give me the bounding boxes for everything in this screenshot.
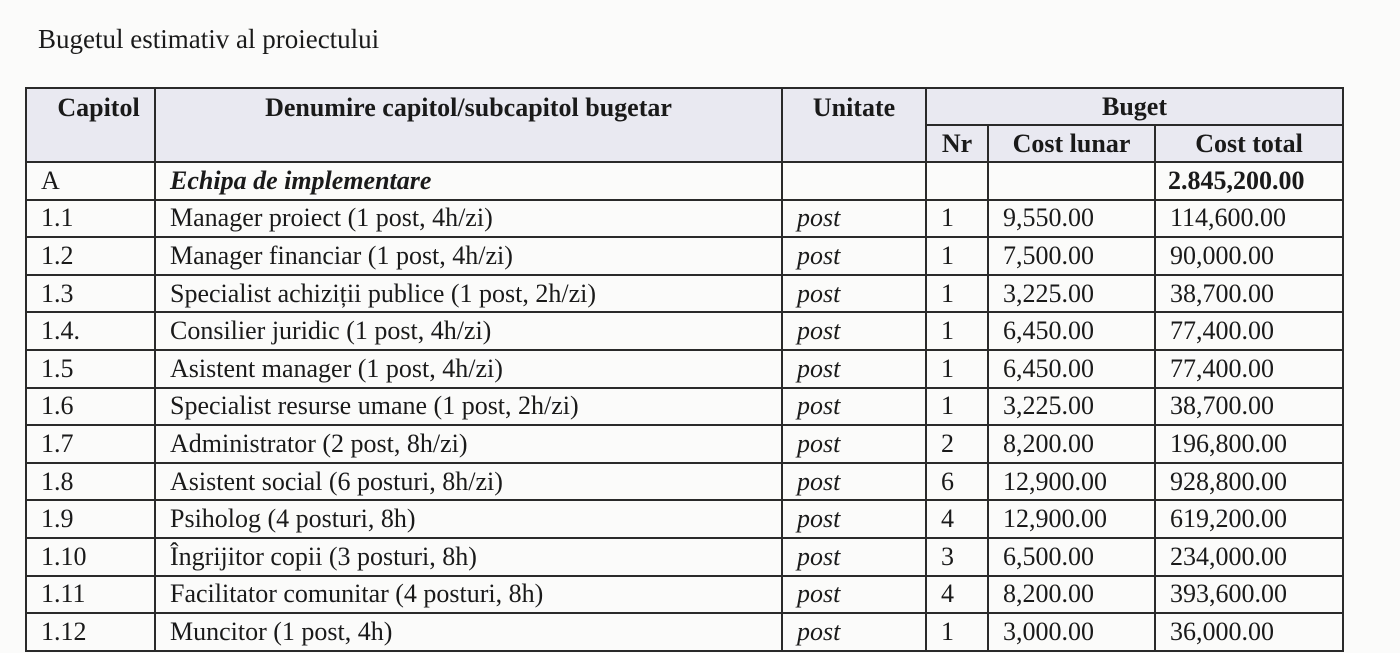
row-nr: 1 xyxy=(926,613,988,651)
row-cost-total: 234,000.00 xyxy=(1155,538,1343,576)
table-row xyxy=(26,613,1343,651)
row-denumire: Specialist resurse umane (1 post, 2h/zi) xyxy=(155,388,782,426)
row-nr: 1 xyxy=(926,350,988,388)
row-cost-total: 77,400.00 xyxy=(1155,350,1343,388)
row-unitate: post xyxy=(782,350,926,388)
row-capitol: 1.6 xyxy=(26,388,155,426)
row-cost-lunar: 8,200.00 xyxy=(988,425,1155,463)
row-cost-lunar: 12,900.00 xyxy=(988,500,1155,538)
row-cost-total: 36,000.00 xyxy=(1155,613,1343,651)
row-cost-lunar: 12,900.00 xyxy=(988,463,1155,501)
row-denumire: Muncitor (1 post, 4h) xyxy=(155,613,782,651)
row-capitol: 1.9 xyxy=(26,500,155,538)
header-nr: Nr xyxy=(926,125,988,162)
row-cost-total: 114,600.00 xyxy=(1155,200,1343,238)
row-nr: 1 xyxy=(926,237,988,275)
row-denumire: Consilier juridic (1 post, 4h/zi) xyxy=(155,312,782,350)
row-capitol: 1.1 xyxy=(26,200,155,238)
row-cost-lunar: 6,500.00 xyxy=(988,538,1155,576)
row-unitate: post xyxy=(782,538,926,576)
table-row xyxy=(26,237,1343,275)
row-capitol: 1.2 xyxy=(26,237,155,275)
row-capitol: 1.3 xyxy=(26,275,155,313)
row-denumire: Manager financiar (1 post, 4h/zi) xyxy=(155,237,782,275)
row-cost-total: 393,600.00 xyxy=(1155,576,1343,614)
row-cost-lunar: 3,000.00 xyxy=(988,613,1155,651)
row-capitol: 1.11 xyxy=(26,576,155,614)
document-title: Bugetul estimativ al proiectului xyxy=(38,24,380,54)
row-capitol: 1.8 xyxy=(26,463,155,501)
chapter-code: A xyxy=(26,162,155,200)
row-cost-total: 619,200.00 xyxy=(1155,500,1343,538)
row-cost-lunar: 8,200.00 xyxy=(988,576,1155,614)
row-capitol: 1.7 xyxy=(26,425,155,463)
row-cost-total: 90,000.00 xyxy=(1155,237,1343,275)
row-capitol: 1.4. xyxy=(26,312,155,350)
row-unitate: post xyxy=(782,312,926,350)
header-cost-lunar: Cost lunar xyxy=(988,125,1155,162)
row-nr: 2 xyxy=(926,425,988,463)
table-header xyxy=(26,88,1343,162)
row-denumire: Facilitator comunitar (4 posturi, 8h) xyxy=(155,576,782,614)
row-unitate: post xyxy=(782,576,926,614)
row-cost-total: 38,700.00 xyxy=(1155,275,1343,313)
row-cost-lunar: 3,225.00 xyxy=(988,388,1155,426)
header-denumire: Denumire capitol/subcapitol bugetar xyxy=(155,88,782,162)
row-capitol: 1.5 xyxy=(26,350,155,388)
row-denumire: Specialist achiziții publice (1 post, 2h/zi) xyxy=(155,275,782,313)
row-nr: 1 xyxy=(926,200,988,238)
chapter-nr-cell xyxy=(926,162,988,200)
row-nr: 1 xyxy=(926,388,988,426)
row-cost-lunar: 3,225.00 xyxy=(988,275,1155,313)
row-cost-lunar: 7,500.00 xyxy=(988,237,1155,275)
budget-table xyxy=(25,87,1344,652)
chapter-row xyxy=(26,162,1343,200)
row-unitate: post xyxy=(782,463,926,501)
table-row xyxy=(26,312,1343,350)
header-unitate: Unitate xyxy=(782,88,926,162)
chapter-unit-cell xyxy=(782,162,926,200)
table-row xyxy=(26,200,1343,238)
row-capitol: 1.10 xyxy=(26,538,155,576)
header-capitol: Capitol xyxy=(26,88,155,162)
row-denumire: Asistent manager (1 post, 4h/zi) xyxy=(155,350,782,388)
table-body xyxy=(26,162,1343,651)
row-unitate: post xyxy=(782,237,926,275)
row-cost-lunar: 9,550.00 xyxy=(988,200,1155,238)
row-cost-lunar: 6,450.00 xyxy=(988,350,1155,388)
row-denumire: Asistent social (6 posturi, 8h/zi) xyxy=(155,463,782,501)
table-row xyxy=(26,388,1343,426)
row-cost-total: 196,800.00 xyxy=(1155,425,1343,463)
row-cost-total: 77,400.00 xyxy=(1155,312,1343,350)
header-buget: Buget xyxy=(926,88,1343,125)
row-unitate: post xyxy=(782,275,926,313)
table-row xyxy=(26,500,1343,538)
header-cost-total: Cost total xyxy=(1155,125,1343,162)
table-row xyxy=(26,425,1343,463)
row-denumire: Psiholog (4 posturi, 8h) xyxy=(155,500,782,538)
row-nr: 1 xyxy=(926,275,988,313)
row-unitate: post xyxy=(782,500,926,538)
row-unitate: post xyxy=(782,200,926,238)
row-unitate: post xyxy=(782,425,926,463)
row-nr: 1 xyxy=(926,312,988,350)
row-cost-total: 928,800.00 xyxy=(1155,463,1343,501)
table-row xyxy=(26,275,1343,313)
row-nr: 6 xyxy=(926,463,988,501)
row-nr: 3 xyxy=(926,538,988,576)
chapter-name: Echipa de implementare xyxy=(155,162,782,200)
row-denumire: Administrator (2 post, 8h/zi) xyxy=(155,425,782,463)
row-capitol: 1.12 xyxy=(26,613,155,651)
table-row xyxy=(26,538,1343,576)
row-nr: 4 xyxy=(926,500,988,538)
table-row xyxy=(26,350,1343,388)
row-unitate: post xyxy=(782,613,926,651)
row-unitate: post xyxy=(782,388,926,426)
row-denumire: Manager proiect (1 post, 4h/zi) xyxy=(155,200,782,238)
chapter-total: 2.845,200.00 xyxy=(1155,162,1343,200)
row-denumire: Îngrijitor copii (3 posturi, 8h) xyxy=(155,538,782,576)
table-row xyxy=(26,576,1343,614)
chapter-cost-lunar-cell xyxy=(988,162,1155,200)
table-row xyxy=(26,463,1343,501)
row-cost-lunar: 6,450.00 xyxy=(988,312,1155,350)
row-cost-total: 38,700.00 xyxy=(1155,388,1343,426)
row-nr: 4 xyxy=(926,576,988,614)
